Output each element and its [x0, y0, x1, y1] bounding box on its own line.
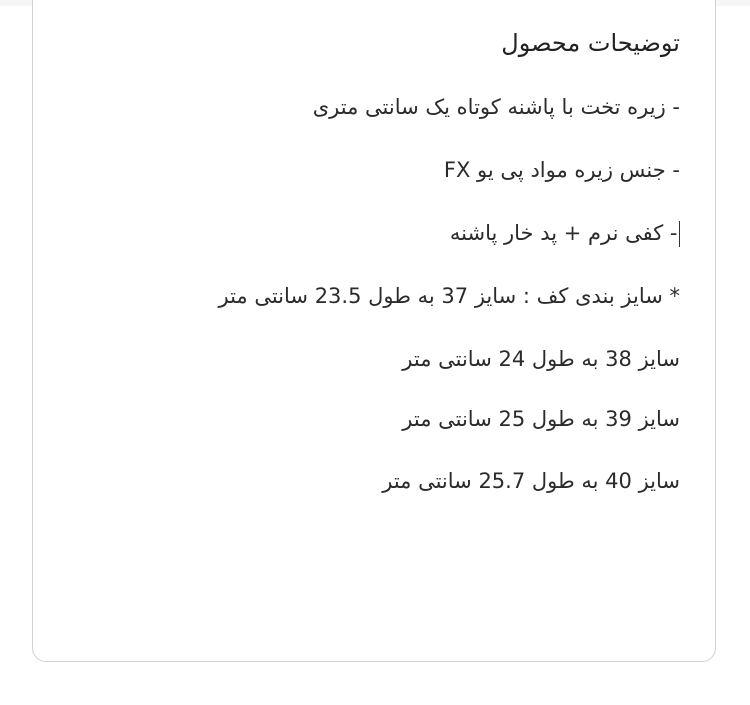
size-line-39: سایز 39 به طول 25 سانتی متر: [402, 407, 680, 431]
description-line-insole-text: - کفی نرم + پد خار پاشنه: [449, 221, 678, 245]
size-line-38: سایز 38 به طول 24 سانتی متر: [402, 347, 680, 371]
description-line-sole: - زیره تخت با پاشنه کوتاه یک سانتی متری: [312, 95, 680, 119]
description-line-insole: [450, 218, 680, 248]
section-title: توضیحات محصول: [501, 29, 680, 57]
description-line-material: - جنس زیره مواد پی یو FX: [443, 158, 680, 182]
size-line-37: * سایز بندی کف : سایز 37 به طول 23.5 سانتی متر: [218, 284, 680, 308]
text-cursor: [679, 221, 681, 247]
size-line-40: سایز 40 به طول 25.7 سانتی متر: [382, 469, 680, 493]
